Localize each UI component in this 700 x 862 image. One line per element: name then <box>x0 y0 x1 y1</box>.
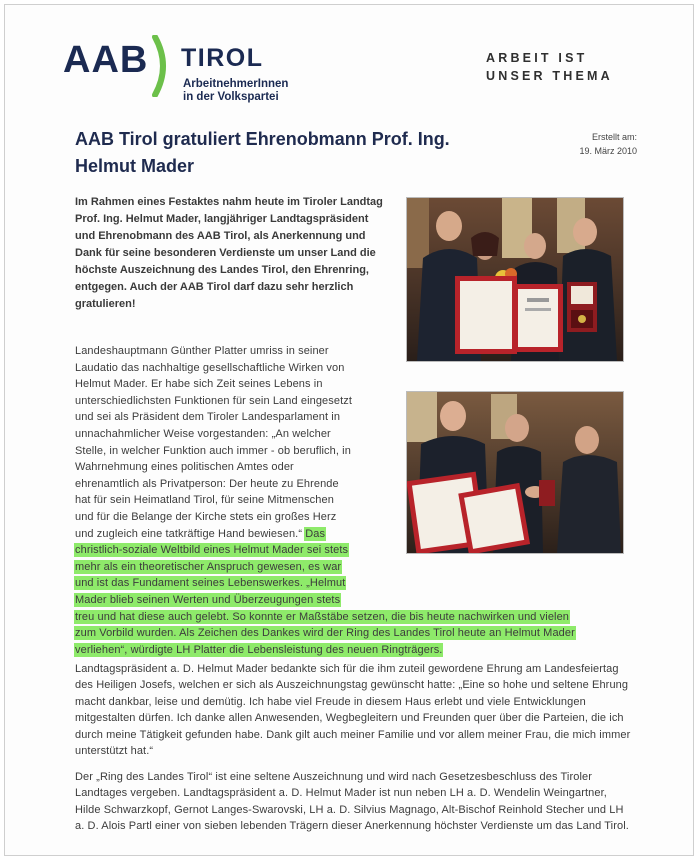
article-lead: Im Rahmen eines Festaktes nahm heute im Tiroler Landtag Prof. Ing. Helmut Mader, langjähriger Landtagspräsident und Ehrenobmann des AAB Tirol, als Anerkennung und Dank für seine besonderen Verdienste um unser Land die höchste Auszeichnung des Landes Tirol, den Ehrenring, entgegen. Auch der AAB Tirol darf dazu sehr herzlich gratulieren! <box>75 196 383 310</box>
paragraph-2-line: Stelle, in welcher Funktion auch immer - ob beruflich, in <box>75 444 351 457</box>
highlighted-text: Mader blieb seinen Werten und Überzeugungen stets <box>75 593 341 606</box>
highlighted-text: mehr als ein theoretischer Anspruch gewesen, es war <box>75 560 342 573</box>
paragraph-2-line <box>75 559 625 576</box>
paragraph-2-line: und für die Belange der Kirche stets ein großes Herz <box>75 510 337 523</box>
highlighted-text: und ist das Fundament seines Lebenswerkes. „Helmut <box>75 577 346 590</box>
paragraph-2-line: Helmut Mader. Er habe sich Zeit seines Lebens in <box>75 378 323 391</box>
paragraph-2-line: unterschiedlichsten Funktionen für sein Land eingesetzt <box>75 394 353 407</box>
paragraph-2-line: hat für sein Heimatland Tirol, für seine Mitmenschen <box>75 494 334 507</box>
tagline <box>486 49 613 85</box>
paragraph-2-line: Laudatio das nachhaltige gesellschaftliche Wirken von <box>75 361 345 374</box>
aab-tirol-logo[interactable] <box>63 35 293 105</box>
created-date: 19. März 2010 <box>579 146 637 156</box>
article-title-line-2: Helmut Mader <box>75 156 195 176</box>
highlighted-text: zum Vorbild wurden. Als Zeichen des Dankes wird der Ring des Landes Tirol heute an Helmut Mader <box>75 627 575 640</box>
logo-subtitle <box>183 78 288 104</box>
paragraph-2-line: unnachahmlicher Weise vorgestanden: „An welcher <box>75 427 331 440</box>
paragraph-2-line: Landeshauptmann Günther Platter umriss in seiner <box>75 345 329 357</box>
article-paragraph-3: Landtagspräsident a. D. Helmut Mader bedankte sich für die ihm zuteil gewordene Ehrung am Landesfeiertag des Heiligen Josefs, welchen er sich als Auszeichnungstag gewünscht hatte: „Eine so hohe und seltene Ehrung macht dankbar, leise und demütig. Ich habe viel Freude in diesem Haus erlebt und viele Entwicklungen mitgestalten dürfen. Ich danke allen Anwesenden, Wegbegleitern und Freunden quer über die Parteien, die ich durch meine Tätigkeit gefunden habe. Dank gilt auch meiner Familie und vor allem meiner Frau, die mich immer unterstützt hat.“ <box>75 663 631 758</box>
paragraph-2-line <box>75 625 625 642</box>
article-paragraph-2 <box>75 343 625 658</box>
paragraph-2-line <box>75 542 625 559</box>
paragraph-2-line <box>75 609 625 626</box>
paragraph-2-line <box>75 575 625 592</box>
article-title <box>75 126 515 180</box>
photo-ceremony-image-1 <box>407 198 623 361</box>
logo-aab-text: AAB <box>63 39 149 81</box>
tagline-line-1: ARBEIT IST <box>486 51 588 65</box>
article-paragraph-4: Der „Ring des Landes Tirol“ ist eine seltene Auszeichnung und wird nach Gesetzesbeschluss des Tiroler Landtages vergeben. Landtagspräsident a. D. Helmut Mader ist nun neben LH a. D. Wendelin Weingartner, Hilde Schwarzkopf, Gernot Langes-Swarovski, LH a. D. Silvius Magnago, Alt-Bischof Reinhold Stecher und LH a. D. Alois Partl einer von sieben lebenden Trägern dieser Anerkennung höchster Verdienste um das Land Tirol. <box>75 771 629 833</box>
tagline-line-2: UNSER THEMA <box>486 69 613 83</box>
paragraph-2-line: Wahrnehmung eines politischen Amtes oder <box>75 461 294 474</box>
highlighted-text: Das <box>305 527 326 540</box>
paragraph-2-line <box>75 592 625 609</box>
logo-subtitle-line-2: in der Volkspartei <box>183 91 279 103</box>
created-info <box>545 130 637 158</box>
highlighted-text: treu und hat diese auch gelebt. So konnte er Maßstäbe setzen, die bis heute nachwirken und vielen <box>75 610 570 623</box>
paragraph-2-line <box>75 642 625 659</box>
photo-ring-ceremony-1 <box>406 197 624 362</box>
paragraph-2-line <box>75 526 625 543</box>
logo-tirol-text: TIROL <box>181 44 264 72</box>
created-label: Erstellt am: <box>591 132 637 142</box>
article-title-line-1: AAB Tirol gratuliert Ehrenobmann Prof. Ing. <box>75 129 450 149</box>
document-page <box>4 4 694 856</box>
paragraph-2-line: und sei als Präsident dem Tiroler Landesparlament in <box>75 411 341 424</box>
logo-subtitle-line-1: ArbeitnehmerInnen <box>183 78 289 90</box>
logo-green-bracket-icon <box>151 35 173 97</box>
paragraph-2-text: und zugleich eine tatkräftige Hand bewiesen.“ <box>75 527 303 540</box>
highlighted-text: christlich-soziale Weltbild eines Helmut Mader sei stets <box>75 544 349 557</box>
paragraph-2-line: ehrenamtlich als Privatperson: Der heute zu Ehrende <box>75 477 339 490</box>
highlighted-text: verliehen“, würdigte LH Platter die Lebensleistung des neuen Ringträgers. <box>75 643 443 656</box>
